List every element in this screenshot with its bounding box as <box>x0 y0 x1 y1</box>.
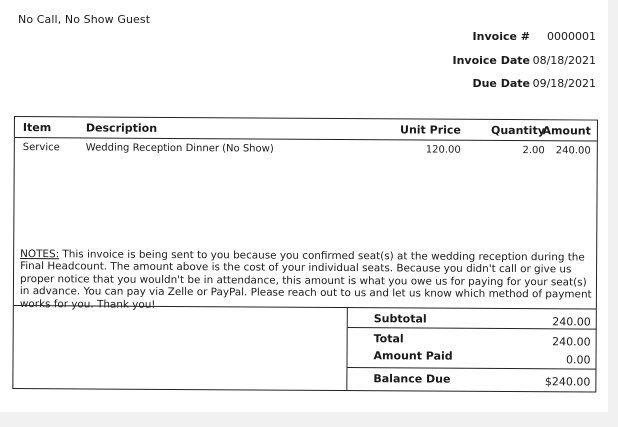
row-item: Service <box>22 142 60 154</box>
header-amount: Amount <box>542 124 591 138</box>
row-unit-price: 120.00 <box>425 144 461 156</box>
table-header <box>15 117 597 142</box>
totals-line <box>347 367 596 370</box>
row-description: Wedding Reception Dinner (No Show) <box>85 142 274 155</box>
header-item: Item <box>22 121 52 135</box>
invoice-number: 0000001 <box>547 30 596 43</box>
subtotal-value: 240.00 <box>552 315 591 329</box>
table-row <box>15 142 597 157</box>
total-value: 240.00 <box>552 335 591 349</box>
invoice-notes <box>20 248 592 314</box>
invoice-date: 08/18/2021 <box>532 54 596 67</box>
row-quantity: 2.00 <box>522 145 545 157</box>
header-description: Description <box>85 121 158 135</box>
balance-due-value: $240.00 <box>544 375 591 389</box>
notes-text: This invoice is being sent to you because you confirmed seat(s) at the wedding reception during the Final Headcount. The amount above is the cost of your individual seats. Because you didn't call or give us proper notice that you wouldn't be in attendance, this amount is what you owe us for paying for your seat(s) in advance. You can pay via Zelle or PayPal. Please reach out to us and let us know which method of payment works for you. Thank you! <box>19 248 592 311</box>
notes-label: NOTES: <box>20 248 60 261</box>
amount-paid-value: 0.00 <box>565 353 591 367</box>
amount-paid-label: Amount Paid <box>373 349 453 363</box>
subtotal-label: Subtotal <box>373 312 427 326</box>
invoice-number-label: Invoice # <box>472 30 530 43</box>
invoice-date-label: Invoice Date <box>452 54 530 67</box>
header-unit-price: Unit Price <box>400 123 461 137</box>
due-date: 09/18/2021 <box>532 77 596 90</box>
guest-name: No Call, No Show Guest <box>18 13 151 26</box>
totals-line <box>348 327 597 330</box>
line-items-table <box>12 116 598 393</box>
header-quantity: Quantity <box>490 123 545 138</box>
due-date-label: Due Date <box>472 77 530 90</box>
totals-section <box>346 307 597 392</box>
total-label: Total <box>373 332 404 346</box>
row-amount: 240.00 <box>555 145 591 157</box>
balance-due-label: Balance Due <box>373 372 451 386</box>
